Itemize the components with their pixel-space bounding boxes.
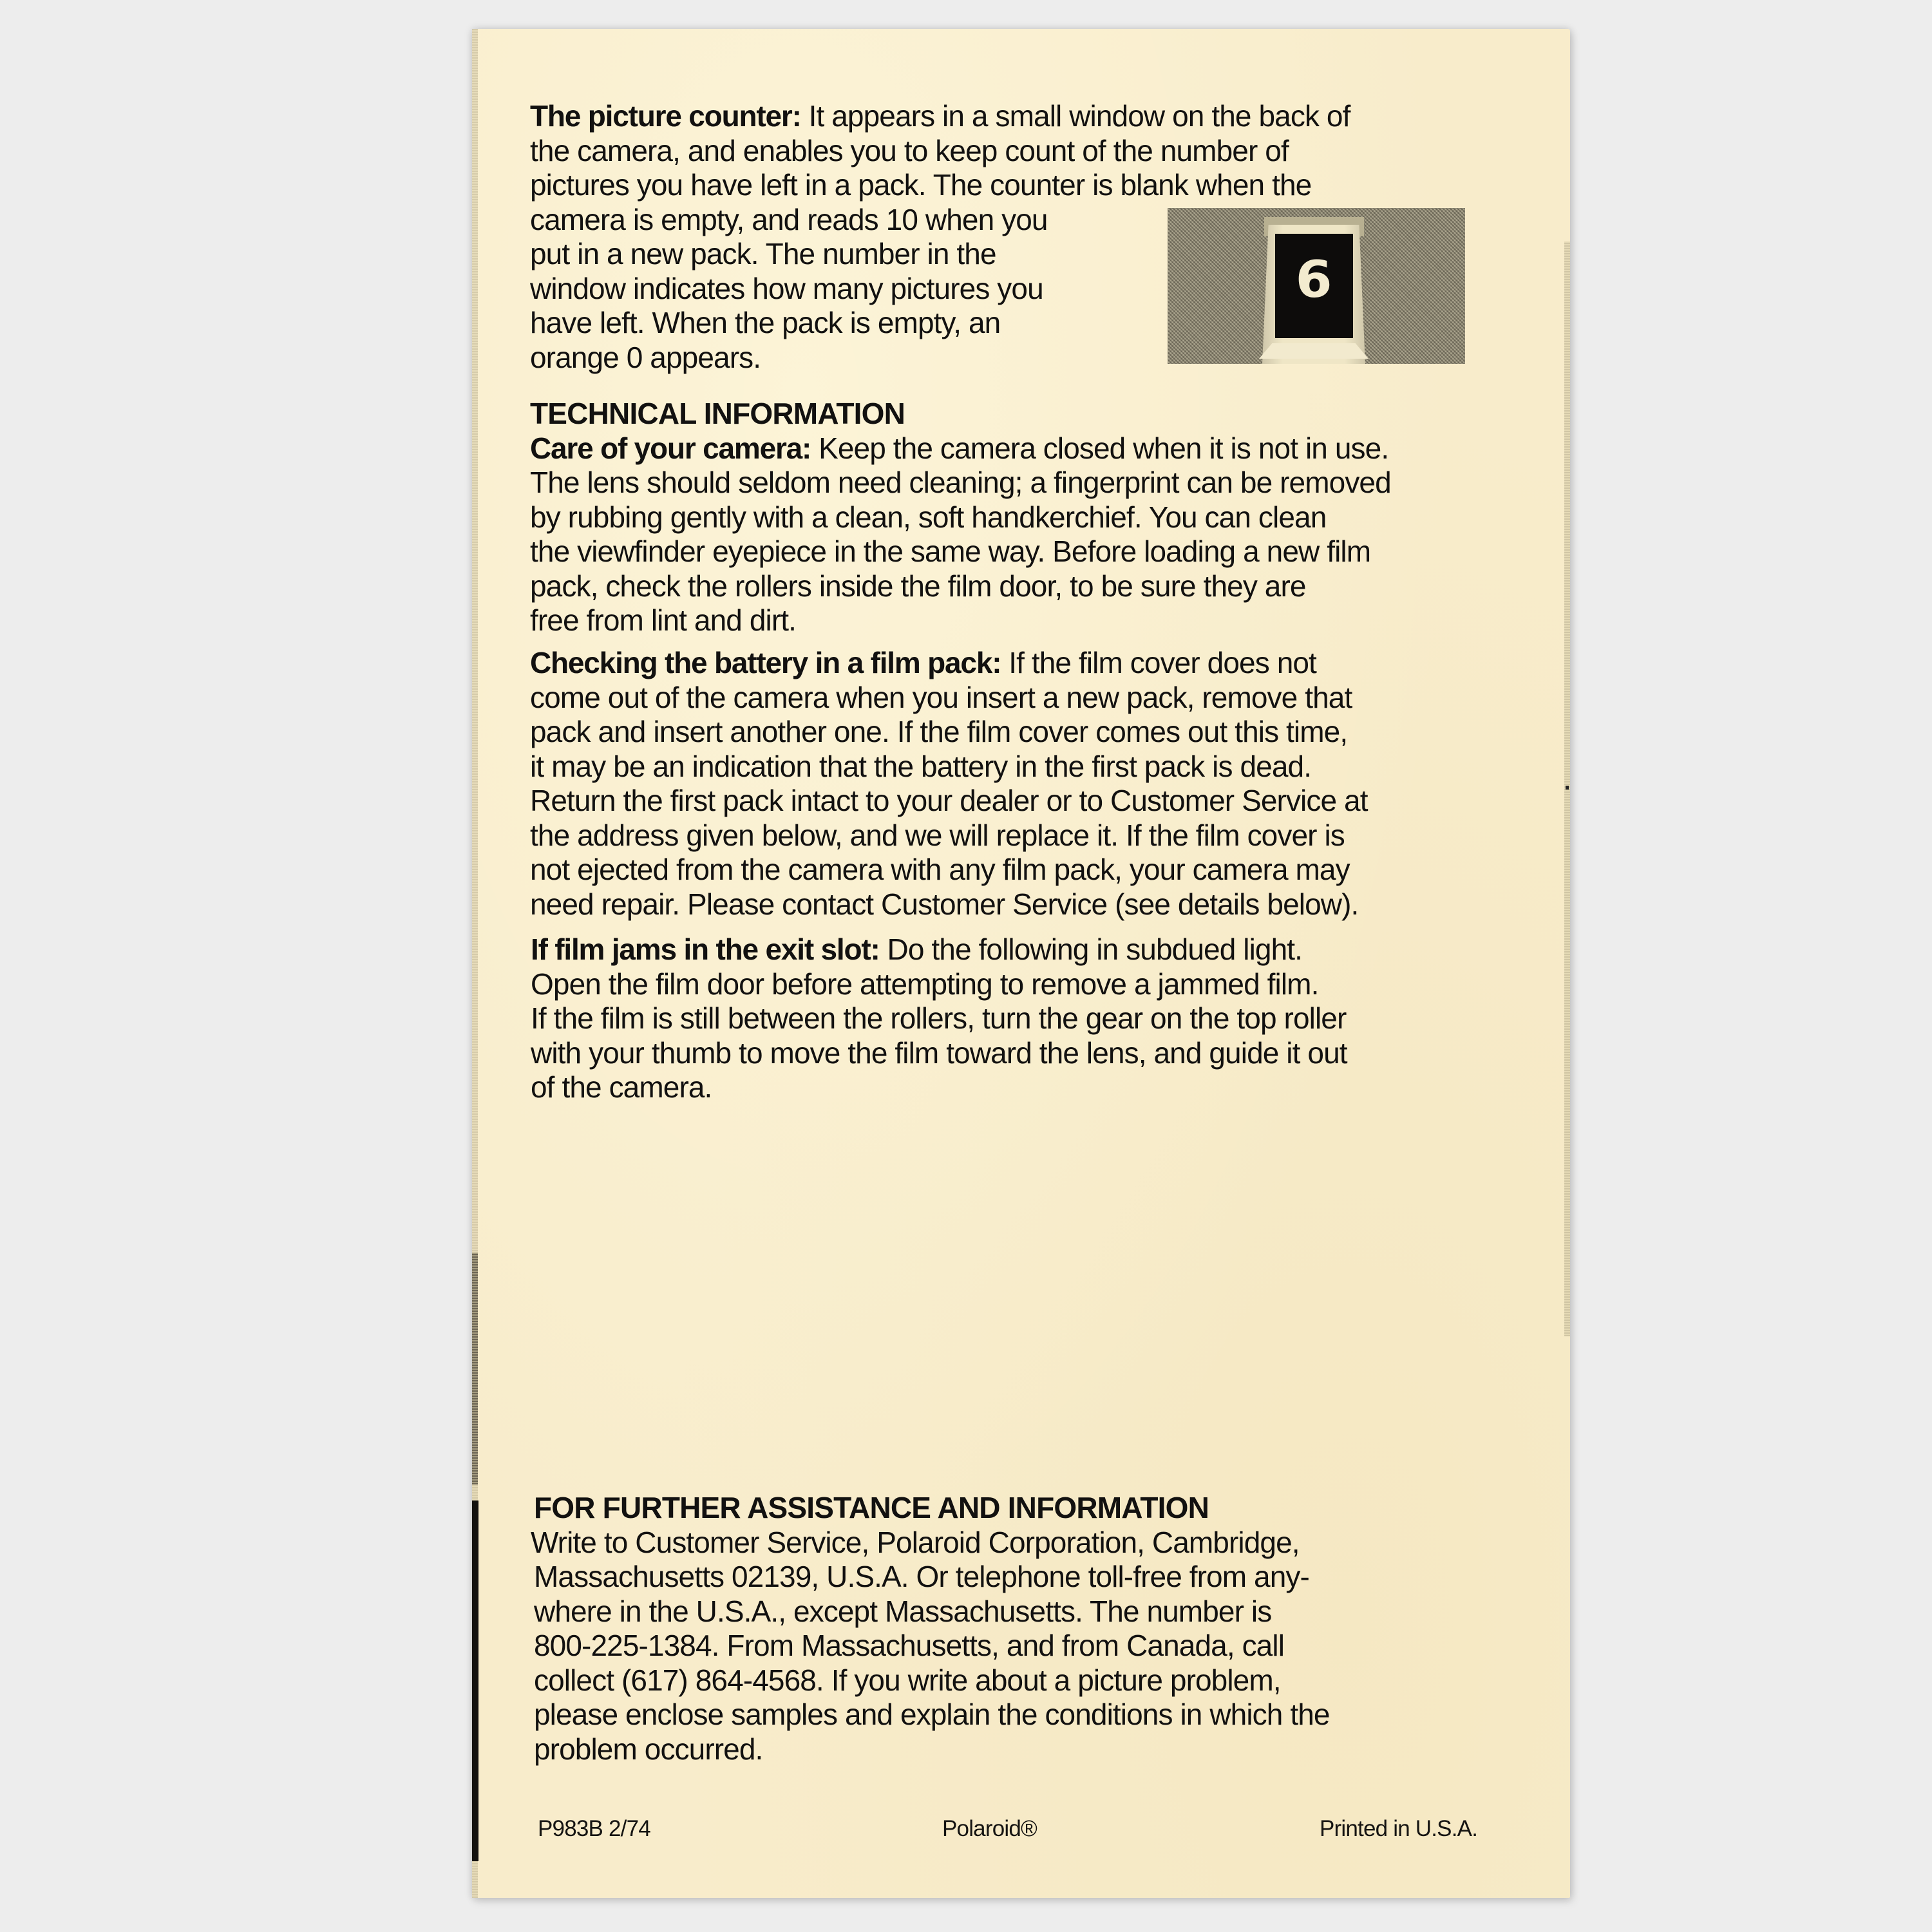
paragraph-line: Checking the battery in a film pack: If the film cover does not	[530, 646, 1316, 679]
paragraph-line: 800-225-1384. From Massachusetts, and from Canada, call	[534, 1629, 1285, 1662]
paragraph-line: window indicates how many pictures you	[530, 271, 1043, 305]
paragraph-line: of the camera.	[531, 1070, 712, 1104]
paragraph-line: If film jams in the exit slot: Do the following in subdued light.	[531, 933, 1303, 966]
paragraph-line: If the film is still between the rollers, turn the gear on the top roller	[531, 1001, 1347, 1035]
paragraph-line: Write to Customer Service, Polaroid Corporation, Cambridge,	[531, 1525, 1300, 1559]
battery-paragraph	[530, 646, 1368, 922]
paragraph-line: orange 0 appears.	[530, 340, 761, 374]
printed-in-note: Printed in U.S.A.	[1320, 1816, 1478, 1841]
counter-window	[1275, 234, 1353, 338]
paragraph-line: pack and insert another one. If the film cover comes out this time,	[530, 715, 1348, 748]
paragraph-line: problem occurred.	[534, 1732, 763, 1766]
assistance-section	[531, 1491, 1330, 1766]
left-edge-halftone-strip	[472, 1253, 478, 1484]
publication-code: P983B 2/74	[538, 1816, 650, 1841]
right-edge-mark	[1566, 786, 1569, 790]
paragraph-line: with your thumb to move the film toward the lens, and guide it out	[531, 1036, 1347, 1070]
paragraph-line: Care of your camera: Keep the camera closed when it is not in use.	[530, 431, 1389, 465]
technical-information-section	[530, 397, 1391, 638]
assistance-heading: FOR FURTHER ASSISTANCE AND INFORMATION	[534, 1491, 1209, 1524]
picture-counter-photo	[1168, 208, 1465, 364]
counter-bezel-bottom	[1259, 343, 1368, 359]
paragraph-line: pack, check the rollers inside the film door, to be sure they are	[530, 569, 1306, 603]
paragraph-line: Massachusetts 02139, U.S.A. Or telephone toll-free from any-	[534, 1560, 1309, 1593]
paragraph-line: by rubbing gently with a clean, soft handkerchief. You can clean	[530, 500, 1327, 534]
paragraph-line: put in a new pack. The number in the	[530, 237, 996, 270]
paragraph-line: pictures you have left in a pack. The counter is blank when the	[530, 168, 1312, 202]
paragraph-line: Open the film door before attempting to remove a jammed film.	[531, 967, 1319, 1001]
paragraph-line: camera is empty, and reads 10 when you	[530, 202, 1048, 236]
picture-counter-label: The picture counter:	[530, 99, 801, 133]
brand-mark: Polaroid®	[942, 1816, 1037, 1841]
left-edge-dark-strip	[472, 1501, 478, 1861]
booklet-page	[472, 29, 1570, 1898]
paragraph-line: the viewfinder eyepiece in the same way. Before loading a new film	[530, 535, 1371, 568]
battery-label: Checking the battery in a film pack:	[530, 646, 1001, 679]
care-label: Care of your camera:	[530, 431, 811, 465]
paragraph-line: need repair. Please contact Customer Service (see details below).	[530, 887, 1359, 921]
film-jam-label: If film jams in the exit slot:	[531, 933, 880, 966]
counter-digit: 6	[1296, 251, 1332, 309]
paragraph-line: Return the first pack intact to your dealer or to Customer Service at	[530, 784, 1368, 817]
paragraph-line: it may be an indication that the battery in the first pack is dead.	[530, 749, 1312, 783]
technical-information-heading: TECHNICAL INFORMATION	[530, 397, 905, 430]
paragraph-line: collect (617) 864-4568. If you write about a picture problem,	[534, 1663, 1281, 1697]
paragraph-line: The picture counter: It appears in a small window on the back of	[530, 99, 1350, 133]
paragraph-line: please enclose samples and explain the conditions in which the	[534, 1698, 1330, 1731]
paragraph-line: the address given below, and we will replace it. If the film cover is	[530, 818, 1345, 852]
paragraph-line: come out of the camera when you insert a new pack, remove that	[530, 680, 1352, 714]
paragraph-line: The lens should seldom need cleaning; a fingerprint can be removed	[530, 466, 1391, 499]
film-jam-paragraph	[531, 933, 1347, 1105]
paragraph-line: where in the U.S.A., except Massachusetts. The number is	[534, 1594, 1272, 1628]
paragraph-line: free from lint and dirt.	[530, 603, 797, 637]
paragraph-line: have left. When the pack is empty, an	[530, 306, 1001, 339]
paragraph-line: not ejected from the camera with any film pack, your camera may	[530, 853, 1350, 886]
paragraph-line: the camera, and enables you to keep count of the number of	[530, 133, 1289, 167]
